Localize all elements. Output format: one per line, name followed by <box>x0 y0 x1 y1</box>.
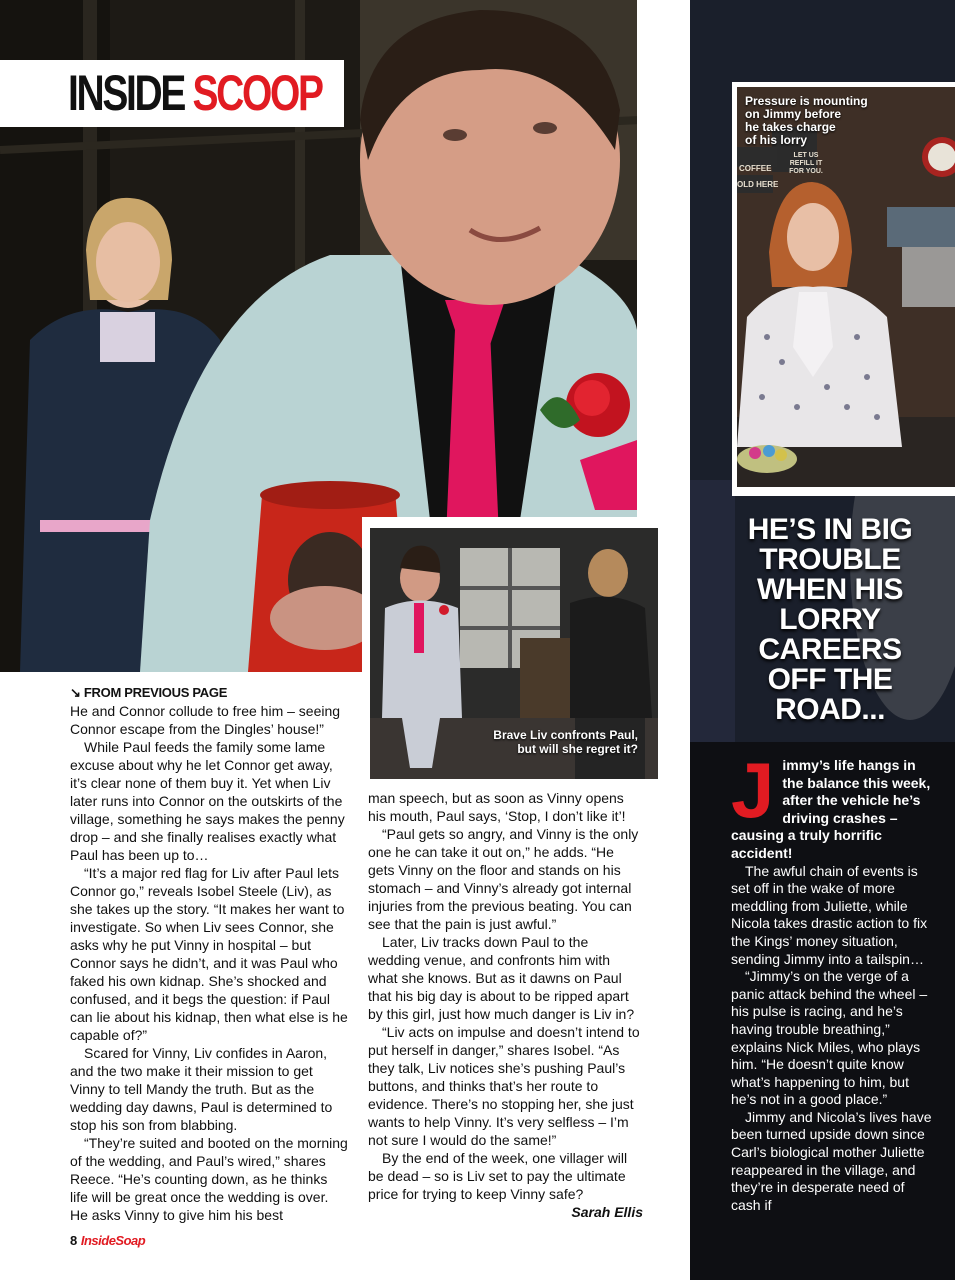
sidebar-headline <box>745 515 915 725</box>
sidebar-paragraph-3: “Jimmy’s on the verge of a panic attack behind the wheel – his pulse is racing, and he’s having trouble breathing,” explains Nick Miles, who plays him. “He doesn’t quite know what’s happening to him, but he’s not in a good place.” <box>731 968 928 1108</box>
sidebar-article-body <box>731 746 937 1214</box>
from-previous-page-marker <box>70 684 348 702</box>
col1-paragraph-2: While Paul feeds the family some lame excuse about why he let Connor get away, it’s clear none of them buy it. Yet when Liv later runs into Connor on the outskirts of the village, something he says makes the penny drop – and she finally realises exactly what Paul has been up to… <box>70 739 345 863</box>
cafe-sign-sold-here: OLD HERE <box>737 180 779 189</box>
col2-paragraph-1: man speech, but as soon as Vinny opens his mouth, Paul says, ‘Stop, I don’t like it’! <box>368 790 626 824</box>
col1-paragraph-1: He and Connor collude to free him – seeing Connor escape from the Dingles’ house!” <box>70 703 341 737</box>
sidebar-lead-paragraph: immy’s life hangs in the balance this week, after the vehicle he’s driving crashes – causing a truly horrific accident! <box>731 757 931 861</box>
col2-paragraph-3: Later, Liv tracks down Paul to the wedding venue, and confronts him with what she knows. But as it dawns on Paul that his big day is about to be ripped apart by this girl, just how much danger is Liv in? <box>368 934 635 1022</box>
magazine-brand: InsideSoap <box>80 1233 146 1248</box>
headline-line-3: WHEN HIS <box>757 573 903 606</box>
cafe-sign-coffee: COFFEE <box>739 164 772 173</box>
col1-paragraph-5: “They’re suited and booted on the morning of the wedding, and Paul’s wired,” shares Reece. “He’s counting down, as he thinks life will be great once the wedding is over. He asks Vinny to give him his best <box>70 1135 348 1223</box>
banner-word-scoop: SCOOP <box>192 65 322 121</box>
headline-line-6: OFF THE <box>767 663 893 696</box>
sidebar-paragraph-2: The awful chain of events is set off in the wake of more meddling from Juliette, while Nicola takes drastic action to fix the Kings’ money situation, sending Jimmy into a tailspin… <box>731 862 928 967</box>
headline-line-4: LORRY <box>779 603 881 636</box>
col2-paragraph-2: “Paul gets so angry, and Vinny is the only one he can take it out on,” he adds. “He gets Vinny on the floor and stands on his stomach – and Vinny’s already got internal injuries from the previous beating. You can see that the pain is just awful.” <box>368 826 639 932</box>
cafe-caption-line-4: of his lorry <box>745 133 808 147</box>
cafe-sign-refill: LET US REFILL IT FOR YOU. <box>789 152 823 175</box>
headline-line-7: ROAD... <box>775 693 885 726</box>
cafe-photo <box>737 87 955 487</box>
headline-line-2: TROUBLE <box>759 543 901 576</box>
col1-paragraph-3: “It’s a major red flag for Liv after Paul lets Connor go,” reveals Isobel Steele (Liv), as she takes up the story. “It makes her want to investigate. So when Liv sees Connor, she asks why he put Vinny in hospital – but Connor says he didn’t, and it was Paul who faked his own kidnap. She’s shocked and confused, and it begs the question: if Paul can lie about his kidnap, then what else is he capable of?” <box>70 865 348 1043</box>
author-byline: Sarah Ellis <box>571 1204 643 1220</box>
cafe-caption-line-3: he takes charge <box>745 120 836 134</box>
cafe-caption <box>745 95 905 147</box>
headline-line-5: CAREERS <box>758 633 902 666</box>
drop-cap: J <box>731 746 775 834</box>
nicola-cafe-photo <box>737 87 955 487</box>
sidebar-paragraph-4: Jimmy and Nicola’s lives have been turned upside down since Carl’s biological mother Juliette reappeared in the village, and they’re in desperate need of cash if <box>731 1108 932 1213</box>
article-column-2 <box>368 789 643 1221</box>
article-column-1 <box>70 684 348 1224</box>
inset-photo <box>370 528 658 779</box>
col2-paragraph-4: “Liv acts on impulse and doesn’t intend to put herself in danger,” shares Isobel. “As they talk, Liv notices she’s pushing Paul’s buttons, and thinks that’s her route to evidence. There’s no stopping her, she just wants to help Vinny. It’s very selfless – I’m not sure I would do the same!” <box>368 1024 640 1148</box>
cafe-caption-line-2: on Jimmy before <box>745 107 842 121</box>
headline-line-1: HE’S IN BIG <box>747 513 913 546</box>
arrow-down-right-icon: ↘ <box>70 685 81 700</box>
banner-word-inside: INSIDE <box>68 65 184 121</box>
from-previous-page-label: FROM PREVIOUS PAGE <box>83 685 228 700</box>
cafe-caption-line-1: Pressure is mounting <box>745 94 868 108</box>
inside-scoop-banner <box>0 60 344 127</box>
page-footer <box>70 1233 145 1248</box>
col2-paragraph-5: By the end of the week, one villager will be dead – so is Liv set to pay the ultimate price for trying to keep Vinny safe? <box>368 1150 628 1202</box>
inset-caption: Brave Liv confronts Paul, but will she regret it? <box>493 728 638 756</box>
col1-paragraph-4: Scared for Vinny, Liv confides in Aaron, and the two make it their mission to get Vinny to tell Mandy the truth. But as the wedding day dawns, Paul is determined to stop his son from blabbing. <box>70 1045 333 1133</box>
page-number: 8 <box>70 1233 78 1248</box>
